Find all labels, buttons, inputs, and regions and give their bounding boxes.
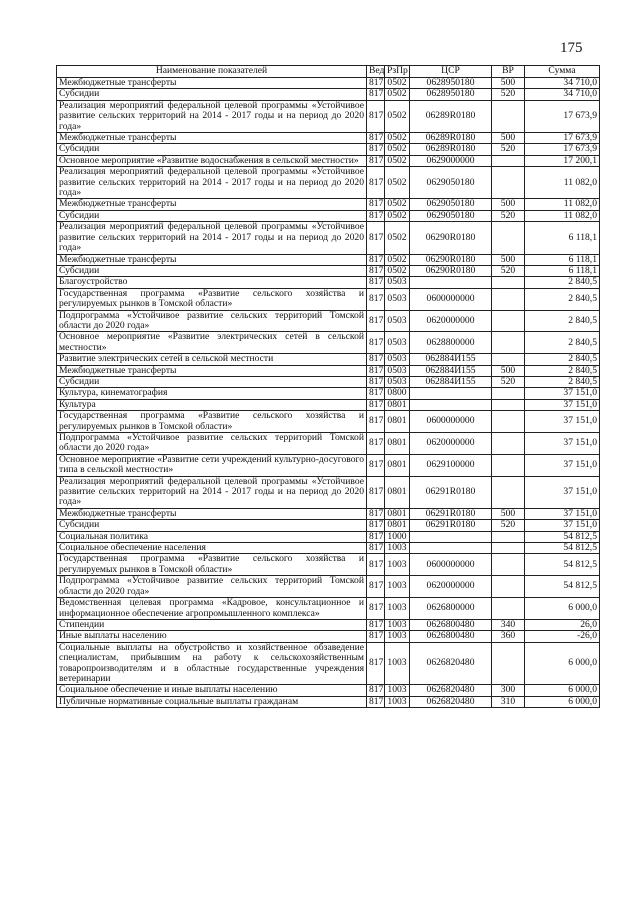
table-row [57,454,600,476]
cell-csr: 06291R0180 [410,476,492,508]
cell-name: Межбюджетные трансферты [57,133,367,144]
cell-name: Реализация мероприятий федеральной целевой программы «Устойчивое развитие сельских территорий на 2014 - 2017 годы и на период до 2020 года» [57,476,367,508]
cell-vr: 520 [492,520,525,531]
cell-vr: 500 [492,199,525,210]
table-row [57,199,600,210]
cell-csr: 0629050180 [410,210,492,221]
cell-name: Основное мероприятие «Развитие сети учреждений культурно-досугового типа в сельской местности» [57,454,367,476]
table-row [57,531,600,542]
cell-csr [410,277,492,288]
table-row [57,388,600,399]
table-row [57,144,600,155]
cell-csr: 0626820480 [410,685,492,696]
cell-sum: 2 840,5 [525,332,600,354]
cell-vr: 520 [492,144,525,155]
header-ved: Вед [367,66,385,78]
cell-rzpr: 1003 [385,543,410,554]
cell-sum: 6 000,0 [525,642,600,685]
cell-sum: 37 151,0 [525,508,600,519]
cell-vr: 310 [492,696,525,707]
cell-sum: 37 151,0 [525,388,600,399]
cell-sum: 6 000,0 [525,598,600,620]
cell-csr: 0600000000 [410,554,492,576]
cell-rzpr: 0801 [385,508,410,519]
cell-sum: 2 840,5 [525,365,600,376]
cell-vr [492,222,525,254]
table-row [57,619,600,630]
cell-rzpr: 0801 [385,433,410,455]
cell-name: Субсидии [57,376,367,387]
cell-name: Субсидии [57,89,367,100]
table-row [57,100,600,132]
table-body [57,78,600,708]
cell-ved: 817 [367,199,385,210]
page-number: 175 [560,40,583,56]
header-sum: Сумма [525,66,600,78]
table-row [57,167,600,199]
table-row [57,476,600,508]
cell-vr [492,100,525,132]
cell-csr: 0626820480 [410,696,492,707]
cell-csr: 0626800000 [410,598,492,620]
cell-ved: 817 [367,265,385,276]
cell-name: Публичные нормативные социальные выплаты гражданам [57,696,367,707]
cell-name: Иные выплаты населению [57,631,367,642]
cell-ved: 817 [367,288,385,310]
cell-csr [410,543,492,554]
cell-ved: 817 [367,310,385,332]
cell-name: Социальная политика [57,531,367,542]
table-row [57,543,600,554]
cell-vr [492,155,525,166]
cell-ved: 817 [367,78,385,89]
cell-csr: 0620000000 [410,576,492,598]
cell-rzpr: 1003 [385,685,410,696]
cell-csr: 0628800000 [410,332,492,354]
cell-name: Благоустройство [57,277,367,288]
cell-ved: 817 [367,531,385,542]
cell-rzpr: 1003 [385,554,410,576]
cell-csr [410,531,492,542]
cell-csr [410,399,492,410]
cell-vr [492,388,525,399]
cell-rzpr: 0502 [385,254,410,265]
cell-name: Субсидии [57,265,367,276]
cell-csr: 0620000000 [410,310,492,332]
cell-vr [492,554,525,576]
cell-csr: 06289R0180 [410,133,492,144]
cell-ved: 817 [367,332,385,354]
cell-sum: -26,0 [525,631,600,642]
cell-rzpr: 0502 [385,89,410,100]
cell-csr: 06290R0180 [410,254,492,265]
cell-ved: 817 [367,399,385,410]
cell-name: Социальное обеспечение населения [57,543,367,554]
cell-sum: 6 000,0 [525,685,600,696]
cell-sum: 6 000,0 [525,696,600,707]
cell-ved: 817 [367,210,385,221]
table-row [57,554,600,576]
cell-rzpr: 0503 [385,354,410,365]
cell-csr: 0628950180 [410,89,492,100]
cell-name: Государственная программа «Развитие сельского хозяйства и регулируемых рынков в Томской области» [57,288,367,310]
cell-ved: 817 [367,642,385,685]
cell-csr: 06289R0180 [410,100,492,132]
table-row [57,332,600,354]
cell-csr: 0629000000 [410,155,492,166]
table-row [57,254,600,265]
table-row [57,520,600,531]
cell-ved: 817 [367,543,385,554]
cell-vr [492,167,525,199]
cell-ved: 817 [367,508,385,519]
cell-rzpr: 0502 [385,210,410,221]
cell-csr: 0629050180 [410,167,492,199]
cell-ved: 817 [367,454,385,476]
budget-table [56,65,600,708]
table-row [57,433,600,455]
table-row [57,78,600,89]
cell-name: Государственная программа «Развитие сельского хозяйства и регулируемых рынков в Томской области» [57,554,367,576]
cell-name: Межбюджетные трансферты [57,199,367,210]
cell-ved: 817 [367,696,385,707]
cell-vr [492,576,525,598]
cell-sum: 6 118,1 [525,222,600,254]
cell-ved: 817 [367,631,385,642]
cell-sum: 11 082,0 [525,210,600,221]
table-row [57,411,600,433]
cell-vr [492,531,525,542]
header-rzpr: РзПр [385,66,410,78]
cell-ved: 817 [367,598,385,620]
cell-rzpr: 0801 [385,520,410,531]
cell-ved: 817 [367,133,385,144]
table-row [57,89,600,100]
table-row [57,222,600,254]
cell-sum: 54 812,5 [525,554,600,576]
header-name: Наименование показателей [57,66,367,78]
cell-rzpr: 0801 [385,476,410,508]
cell-sum: 34 710,0 [525,78,600,89]
table-row [57,354,600,365]
cell-csr [410,388,492,399]
table-row [57,598,600,620]
cell-csr: 06291R0180 [410,520,492,531]
cell-sum: 37 151,0 [525,399,600,410]
table-row [57,155,600,166]
cell-name: Межбюджетные трансферты [57,78,367,89]
cell-vr: 500 [492,133,525,144]
table-header-row [57,66,600,78]
cell-csr: 0626800480 [410,619,492,630]
cell-csr: 0600000000 [410,288,492,310]
cell-vr [492,354,525,365]
cell-csr: 0628950180 [410,78,492,89]
cell-sum: 2 840,5 [525,376,600,387]
cell-name: Субсидии [57,210,367,221]
table-row [57,277,600,288]
cell-ved: 817 [367,144,385,155]
cell-vr: 500 [492,508,525,519]
cell-rzpr: 0502 [385,222,410,254]
cell-ved: 817 [367,89,385,100]
cell-name: Реализация мероприятий федеральной целевой программы «Устойчивое развитие сельских территорий на 2014 - 2017 годы и на период до 2020 года» [57,100,367,132]
cell-sum: 2 840,5 [525,354,600,365]
cell-rzpr: 1003 [385,619,410,630]
cell-name: Социальные выплаты на обустройство и хозяйственное обзаведение специалистам, прибывшим на работу к сельскохозяйственным товаропроизводителям и в областные государственные учреждения ветеринарии [57,642,367,685]
cell-name: Социальное обеспечение и иные выплаты населению [57,685,367,696]
cell-name: Субсидии [57,144,367,155]
cell-name: Основное мероприятие «Развитие водоснабжения в сельской местности» [57,155,367,166]
cell-ved: 817 [367,388,385,399]
cell-rzpr: 0503 [385,376,410,387]
cell-sum: 6 118,1 [525,265,600,276]
cell-sum: 37 151,0 [525,411,600,433]
cell-ved: 817 [367,277,385,288]
cell-rzpr: 0502 [385,100,410,132]
cell-sum: 2 840,5 [525,310,600,332]
cell-ved: 817 [367,619,385,630]
table-row [57,210,600,221]
cell-name: Подпрограмма «Устойчивое развитие сельских территорий Томской области до 2020 года» [57,433,367,455]
cell-ved: 817 [367,433,385,455]
cell-rzpr: 0502 [385,78,410,89]
cell-vr [492,598,525,620]
cell-name: Основное мероприятие «Развитие электрических сетей в сельской местности» [57,332,367,354]
cell-rzpr: 0503 [385,310,410,332]
cell-name: Государственная программа «Развитие сельского хозяйства и регулируемых рынков в Томской области» [57,411,367,433]
cell-vr: 520 [492,89,525,100]
cell-name: Реализация мероприятий федеральной целевой программы «Устойчивое развитие сельских территорий на 2014 - 2017 годы и на период до 2020 года» [57,222,367,254]
cell-sum: 6 118,1 [525,254,600,265]
cell-ved: 817 [367,365,385,376]
cell-vr: 520 [492,265,525,276]
cell-name: Реализация мероприятий федеральной целевой программы «Устойчивое развитие сельских территорий на 2014 - 2017 годы и на период до 2020 года» [57,167,367,199]
cell-name: Культура, кинематография [57,388,367,399]
cell-ved: 817 [367,520,385,531]
cell-sum: 37 151,0 [525,520,600,531]
cell-name: Межбюджетные трансферты [57,365,367,376]
table-row [57,576,600,598]
cell-rzpr: 0502 [385,133,410,144]
cell-rzpr: 1003 [385,642,410,685]
cell-ved: 817 [367,685,385,696]
cell-vr: 500 [492,78,525,89]
cell-csr: 0620000000 [410,433,492,455]
cell-rzpr: 0502 [385,155,410,166]
cell-ved: 817 [367,476,385,508]
cell-sum: 54 812,5 [525,543,600,554]
cell-csr: 062884И155 [410,354,492,365]
cell-vr [492,433,525,455]
cell-sum: 26,0 [525,619,600,630]
cell-csr: 0629100000 [410,454,492,476]
cell-sum: 37 151,0 [525,433,600,455]
cell-ved: 817 [367,376,385,387]
cell-ved: 817 [367,100,385,132]
cell-vr [492,288,525,310]
table-row [57,508,600,519]
cell-vr: 520 [492,376,525,387]
cell-vr [492,277,525,288]
table-row [57,685,600,696]
cell-rzpr: 1003 [385,598,410,620]
cell-name: Межбюджетные трансферты [57,508,367,519]
table-row [57,365,600,376]
cell-csr: 062884И155 [410,365,492,376]
cell-sum: 11 082,0 [525,199,600,210]
table-row [57,642,600,685]
cell-rzpr: 0801 [385,411,410,433]
cell-vr [492,399,525,410]
cell-csr: 06291R0180 [410,508,492,519]
cell-rzpr: 0503 [385,332,410,354]
cell-sum: 34 710,0 [525,89,600,100]
cell-rzpr: 0801 [385,399,410,410]
cell-ved: 817 [367,167,385,199]
cell-rzpr: 0502 [385,167,410,199]
cell-ved: 817 [367,222,385,254]
cell-vr [492,642,525,685]
cell-rzpr: 1000 [385,531,410,542]
cell-csr: 06290R0180 [410,265,492,276]
cell-vr [492,411,525,433]
cell-rzpr: 1003 [385,696,410,707]
cell-rzpr: 1003 [385,631,410,642]
cell-rzpr: 0503 [385,288,410,310]
cell-rzpr: 0502 [385,199,410,210]
cell-vr [492,476,525,508]
cell-sum: 17 673,9 [525,144,600,155]
cell-rzpr: 0503 [385,365,410,376]
cell-name: Стипендии [57,619,367,630]
cell-csr: 06290R0180 [410,222,492,254]
cell-csr: 0626820480 [410,642,492,685]
cell-name: Подпрограмма «Устойчивое развитие сельских территорий Томской области до 2020 года» [57,576,367,598]
cell-name: Субсидии [57,520,367,531]
header-csr: ЦСР [410,66,492,78]
table-row [57,399,600,410]
cell-ved: 817 [367,411,385,433]
cell-rzpr: 0801 [385,454,410,476]
cell-csr: 0626800480 [410,631,492,642]
cell-sum: 2 840,5 [525,277,600,288]
cell-ved: 817 [367,155,385,166]
cell-name: Ведомственная целевая программа «Кадровое, консультационное и информационное обеспечение агропромышленного комплекса» [57,598,367,620]
cell-vr [492,543,525,554]
cell-vr: 500 [492,365,525,376]
cell-rzpr: 0503 [385,277,410,288]
cell-ved: 817 [367,554,385,576]
cell-name: Развитие электрических сетей в сельской местности [57,354,367,365]
cell-sum: 11 082,0 [525,167,600,199]
table-row [57,133,600,144]
table-row [57,310,600,332]
table-row [57,265,600,276]
cell-vr: 340 [492,619,525,630]
cell-ved: 817 [367,354,385,365]
cell-name: Культура [57,399,367,410]
cell-rzpr: 0800 [385,388,410,399]
cell-name: Подпрограмма «Устойчивое развитие сельских территорий Томской области до 2020 года» [57,310,367,332]
cell-sum: 2 840,5 [525,288,600,310]
cell-vr: 360 [492,631,525,642]
cell-sum: 37 151,0 [525,476,600,508]
cell-rzpr: 0502 [385,144,410,155]
cell-ved: 817 [367,576,385,598]
cell-csr: 06289R0180 [410,144,492,155]
cell-csr: 0629050180 [410,199,492,210]
cell-rzpr: 0502 [385,265,410,276]
cell-vr: 500 [492,254,525,265]
cell-ved: 817 [367,254,385,265]
table-row [57,288,600,310]
cell-sum: 17 200,1 [525,155,600,166]
cell-vr [492,332,525,354]
table-row [57,631,600,642]
cell-sum: 54 812,5 [525,576,600,598]
table-row [57,696,600,707]
cell-name: Межбюджетные трансферты [57,254,367,265]
cell-csr: 062884И155 [410,376,492,387]
cell-sum: 17 673,9 [525,133,600,144]
cell-csr: 0600000000 [410,411,492,433]
cell-sum: 54 812,5 [525,531,600,542]
cell-vr: 300 [492,685,525,696]
cell-rzpr: 1003 [385,576,410,598]
cell-sum: 37 151,0 [525,454,600,476]
table-row [57,376,600,387]
cell-vr: 520 [492,210,525,221]
cell-vr [492,454,525,476]
cell-sum: 17 673,9 [525,100,600,132]
header-vr: ВР [492,66,525,78]
cell-vr [492,310,525,332]
